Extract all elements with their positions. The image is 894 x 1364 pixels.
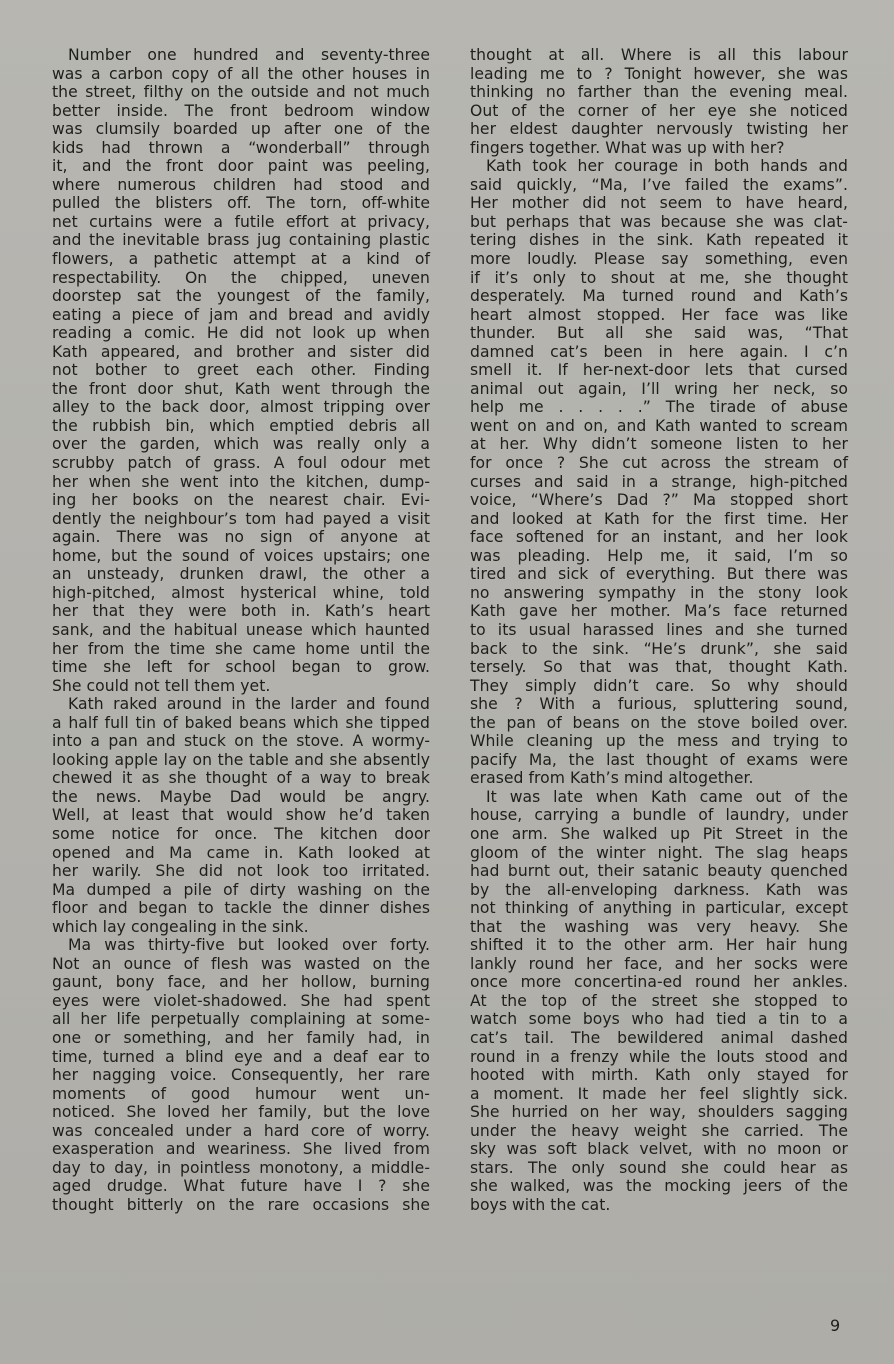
text-line: her that they were both in. Kath’s heart: [52, 602, 430, 621]
text-line: gaunt, bony face, and her hollow, burning: [52, 973, 430, 992]
text-line: voice, “Where’s Dad ?” Ma stopped short: [470, 491, 848, 510]
text-line: Out of the corner of her eye she noticed: [470, 101, 848, 120]
text-line: back to the sink. “He’s drunk”, she said: [470, 639, 848, 658]
text-line: went on and on, and Kath wanted to scream: [470, 416, 848, 435]
text-line: for once ? She cut across the stream of: [470, 454, 848, 473]
text-line: a moment. It made her feel slightly sick.: [470, 1084, 848, 1103]
text-line: face softened for an instant, and her look: [470, 528, 848, 547]
text-line: her nagging voice. Consequently, her rare: [52, 1066, 430, 1085]
text-line: respectability. On the chipped, uneven: [52, 268, 430, 287]
text-line: Kath gave her mother. Ma’s face returned: [470, 602, 848, 621]
text-line: the rubbish bin, which emptied debris all: [52, 416, 430, 435]
text-line: time, turned a blind eye and a deaf ear to: [52, 1047, 430, 1066]
text-line: Kath took her courage in both hands and: [486, 157, 848, 176]
text-line: tired and sick of everything. But there was: [470, 565, 848, 584]
text-line: no answering sympathy in the stony look: [470, 583, 848, 602]
text-line: it, and the front door paint was peeling,: [52, 157, 430, 176]
text-line: At the top of the street she stopped to: [470, 991, 848, 1010]
text-line: moments of good humour went un-: [52, 1084, 430, 1103]
text-line: thinking no farther than the evening meal.: [470, 83, 848, 102]
text-line: into a pan and stuck on the stove. A wormy-: [52, 732, 430, 751]
text-line: where numerous children had stood and: [52, 175, 430, 194]
text-line: hooted with mirth. Kath only stayed for: [470, 1066, 848, 1085]
text-line: she ? With a furious, spluttering sound,: [470, 695, 848, 714]
text-line: thought bitterly on the rare occasions she: [52, 1195, 430, 1214]
text-line: was pleading. Help me, it said, I’m so: [470, 546, 848, 565]
text-line: she walked, was the mocking jeers of the: [470, 1177, 848, 1196]
text-line: all her life perpetually complaining at some-: [52, 1010, 430, 1029]
text-line: a half full tin of baked beans which she tipped: [52, 713, 430, 732]
text-line: exasperation and weariness. She lived from: [52, 1140, 430, 1159]
text-line: ing her books on the nearest chair. Evi-: [52, 491, 430, 510]
text-line: and looked at Kath for the first time. Her: [470, 509, 848, 528]
text-line: noticed. She loved her family, but the love: [52, 1103, 430, 1122]
text-column-right: [470, 46, 848, 1214]
text-line: said quickly, “Ma, I’ve failed the exams”.: [470, 175, 848, 194]
text-line: Ma dumped a pile of dirty washing on the: [52, 880, 430, 899]
text-line: animal out again, I’ll wring her neck, so: [470, 379, 848, 398]
page-number: 9: [830, 1316, 841, 1335]
text-line: home, but the sound of voices upstairs; one: [52, 546, 430, 565]
text-line: cat’s tail. The bewildered animal dashed: [470, 1028, 848, 1047]
text-line: that the washing was very heavy. She: [470, 917, 848, 936]
text-line: She hurried on her way, shoulders sagging: [470, 1103, 848, 1122]
text-line: at her. Why didn’t someone listen to her: [470, 435, 848, 454]
text-line: high-pitched, almost hysterical whine, told: [52, 583, 430, 602]
text-line: if it’s only to shout at me, she thought: [470, 268, 848, 287]
text-line: Ma was thirty-five but looked over forty.: [68, 936, 430, 955]
text-line: the news. Maybe Dad would be angry.: [52, 787, 430, 806]
text-line: round in a frenzy while the louts stood and: [470, 1047, 848, 1066]
text-line: had burnt out, their satanic beauty quenched: [470, 862, 848, 881]
text-line: net curtains were a futile effort at privacy,: [52, 212, 430, 231]
text-line: opened and Ma came in. Kath looked at: [52, 843, 430, 862]
text-line: to its usual harassed lines and she turned: [470, 620, 848, 639]
text-line: one arm. She walked up Pit Street in the: [470, 824, 848, 843]
text-line: again. There was no sign of anyone at: [52, 528, 430, 547]
text-line: more loudly. Please say something, even: [470, 250, 848, 269]
text-line: erased from Kath’s mind altogether.: [470, 769, 754, 788]
text-line: damned cat’s been in here again. I c’n: [470, 342, 848, 361]
text-line: eyes were violet-shadowed. She had spent: [52, 991, 430, 1010]
text-line: floor and began to tackle the dinner dishes: [52, 899, 430, 918]
text-line: heart almost stopped. Her face was like: [470, 305, 848, 324]
text-line: It was late when Kath came out of the: [486, 787, 848, 806]
text-line: pulled the blisters off. The torn, off-white: [52, 194, 430, 213]
text-line: looking apple lay on the table and she absently: [52, 750, 430, 769]
text-line: kids had thrown a “wonderball” through: [52, 138, 430, 157]
text-line: She could not tell them yet.: [52, 676, 271, 695]
text-line: sky was soft black velvet, with no moon or: [470, 1140, 848, 1159]
text-line: aged drudge. What future have I ? she: [52, 1177, 430, 1196]
text-line: the front door shut, Kath went through the: [52, 379, 430, 398]
text-line: one or something, and her family had, in: [52, 1028, 430, 1047]
text-line: boys with the cat.: [470, 1195, 611, 1214]
text-line: fingers together. What was up with her?: [470, 138, 785, 157]
text-line: While cleaning up the mess and trying to: [470, 732, 848, 751]
text-line: reading a comic. He did not look up when: [52, 324, 430, 343]
text-line: alley to the back door, almost tripping over: [52, 398, 430, 417]
text-line: over the garden, which was really only a: [52, 435, 430, 454]
text-line: better inside. The front bedroom window: [52, 101, 430, 120]
text-line: lankly round her face, and her socks were: [470, 954, 848, 973]
text-line: smell it. If her-next-door lets that cursed: [470, 361, 848, 380]
text-line: thought at all. Where is all this labour: [470, 46, 848, 64]
text-line: day to day, in pointless monotony, a middle-: [52, 1158, 430, 1177]
text-line: not bother to greet each other. Finding: [52, 361, 430, 380]
text-line: an unsteady, drunken drawl, the other a: [52, 565, 430, 584]
text-line: They simply didn’t care. So why should: [470, 676, 848, 695]
text-line: but perhaps that was because she was clat-: [470, 212, 848, 231]
text-line: desperately. Ma turned round and Kath’s: [470, 287, 848, 306]
text-line: the street, filthy on the outside and not much: [52, 83, 430, 102]
text-column-left: [52, 46, 430, 1214]
text-line: chewed it as she thought of a way to break: [52, 769, 430, 788]
text-line: Kath appeared, and brother and sister did: [52, 342, 430, 361]
text-line: tering dishes in the sink. Kath repeated it: [470, 231, 848, 250]
text-line: gloom of the winter night. The slag heaps: [470, 843, 848, 862]
text-line: scrubby patch of grass. A foul odour met: [52, 454, 430, 473]
text-line: which lay congealing in the sink.: [52, 917, 309, 936]
text-line: curses and said in a strange, high-pitched: [470, 472, 848, 491]
text-line: was a carbon copy of all the other houses in: [52, 64, 430, 83]
text-line: flowers, a pathetic attempt at a kind of: [52, 250, 430, 269]
text-line: Kath raked around in the larder and found: [68, 695, 430, 714]
text-line: and the inevitable brass jug containing plastic: [52, 231, 430, 250]
text-line: was concealed under a hard core of worry.: [52, 1121, 430, 1140]
text-line: her warily. She did not look too irritated.: [52, 862, 430, 881]
text-line: was clumsily boarded up after one of the: [52, 120, 430, 139]
text-line: her when she went into the kitchen, dump-: [52, 472, 430, 491]
text-line: house, carrying a bundle of laundry, under: [470, 806, 848, 825]
text-line: shifted it to the other arm. Her hair hung: [470, 936, 848, 955]
text-line: sank, and the habitual unease which haunted: [52, 620, 430, 639]
text-line: under the heavy weight she carried. The: [470, 1121, 848, 1140]
text-line: her from the time she came home until the: [52, 639, 430, 658]
text-line: Number one hundred and seventy-three: [68, 46, 430, 64]
text-line: pacify Ma, the last thought of exams were: [470, 750, 848, 769]
text-line: her eldest daughter nervously twisting her: [470, 120, 848, 139]
text-line: Well, at least that would show he’d taken: [52, 806, 430, 825]
text-line: once more concertina-ed round her ankles.: [470, 973, 848, 992]
text-line: time she left for school began to grow.: [52, 658, 430, 677]
text-line: the pan of beans on the stove boiled over.: [470, 713, 848, 732]
text-line: some notice for once. The kitchen door: [52, 824, 430, 843]
text-line: eating a piece of jam and bread and avidly: [52, 305, 430, 324]
text-line: stars. The only sound she could hear as: [470, 1158, 848, 1177]
text-line: help me . . . . .” The tirade of abuse: [470, 398, 848, 417]
text-line: thunder. But all she said was, “That: [470, 324, 848, 343]
text-line: doorstep sat the youngest of the family,: [52, 287, 430, 306]
text-line: by the all-enveloping darkness. Kath was: [470, 880, 848, 899]
text-line: Not an ounce of flesh was wasted on the: [52, 954, 430, 973]
text-line: not thinking of anything in particular, except: [470, 899, 848, 918]
text-line: watch some boys who had tied a tin to a: [470, 1010, 848, 1029]
text-line: dently the neighbour’s tom had payed a visit: [52, 509, 430, 528]
text-line: leading me to ? Tonight however, she was: [470, 64, 848, 83]
text-line: tersely. So that was that, thought Kath.: [470, 658, 848, 677]
text-line: Her mother did not seem to have heard,: [470, 194, 848, 213]
